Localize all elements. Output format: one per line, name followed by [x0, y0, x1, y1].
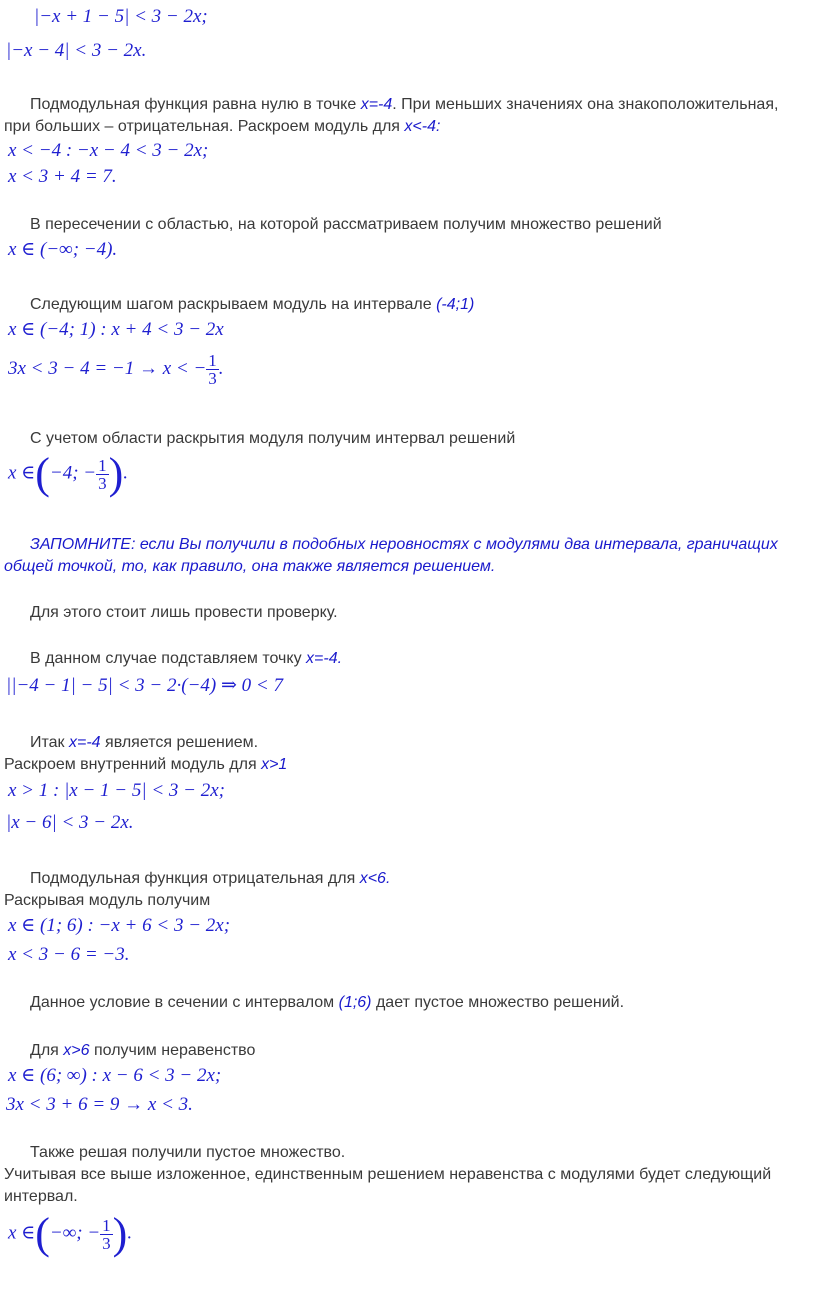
paragraph-11 [4, 992, 804, 1014]
formula-text: −∞; − [49, 1222, 101, 1244]
formula-7 [8, 352, 224, 387]
highlight: x<6. [359, 870, 391, 887]
formula-14: x ∈ (6; ∞) : x − 6 < 3 − 2x; [8, 1065, 222, 1086]
text: Для [30, 1042, 64, 1059]
paragraph-8 [4, 754, 804, 776]
formula-text: −4; − [49, 462, 97, 484]
paragraph-10: Раскрывая модуль получим [4, 892, 211, 909]
formula-11: |x − 6| < 3 − 2x. [6, 812, 134, 833]
formula-6: x ∈ (−4; 1) : x + 4 < 3 − 2x [8, 319, 224, 340]
denominator: 3 [102, 1233, 111, 1253]
formula-16 [8, 1209, 133, 1258]
paragraph-13: Также решая получили пустое множество. [30, 1144, 346, 1161]
paragraph-3 [4, 294, 804, 316]
formula-1: |−x + 1 − 5| < 3 − 2x; [34, 6, 208, 27]
numerator: 1 [208, 351, 217, 370]
paragraph-2: В пересечении с областью, на которой рассматриваем получим множество решений [30, 216, 662, 233]
text: Следующим шагом раскрываем модуль на интервале [30, 296, 437, 313]
numerator: 1 [102, 1215, 111, 1235]
formula-5: x ∈ (−∞; −4). [8, 239, 118, 260]
paragraph-4: С учетом области раскрытия модуля получим интервал решений [30, 430, 516, 447]
text: Раскроем внутренний модуль для [4, 756, 262, 773]
formula-9: ||−4 − 1| − 5| < 3 − 2·(−4) ⇒ 0 < 7 [6, 675, 283, 696]
numerator: 1 [98, 455, 107, 475]
highlight: x=-4 [69, 734, 101, 751]
formula-text: x ∈ [8, 462, 36, 484]
text: Данное условие в сечении с интервалом [30, 994, 339, 1011]
formula-13: x < 3 − 6 = −3. [8, 944, 130, 965]
fraction [96, 457, 109, 492]
note-remember: ЗАПОМНИТЕ: если Вы получили в подобных неровностях с модулями два интервала, граничащих общей точкой, то, как правило, она также является решением. [4, 536, 778, 575]
text: Итак [30, 734, 69, 751]
highlight: x>1 [261, 756, 288, 773]
text: . При меньших значениях она знакоположительная, при больших – отрицательная. Раскроем модуль для [4, 96, 779, 135]
highlight: (-4;1) [436, 296, 475, 313]
paragraph-1 [4, 94, 804, 138]
right-paren: ) [108, 449, 124, 498]
formula-8 [8, 449, 129, 498]
paragraph-12 [4, 1040, 804, 1062]
text: получим неравенство [89, 1042, 256, 1059]
denominator: 3 [98, 473, 107, 493]
formula-text: . [127, 1222, 133, 1244]
formula-15: 3x < 3 + 6 = 9 → x < 3. [6, 1094, 193, 1115]
formula-10: x > 1 : |x − 1 − 5| < 3 − 2x; [8, 780, 226, 801]
text: Подмодульная функция отрицательная для [30, 870, 360, 887]
paragraph-6 [4, 648, 804, 670]
formula-text: . [123, 462, 129, 484]
highlight: x=-4. [306, 650, 343, 667]
text: В данном случае подставляем точку [30, 650, 307, 667]
highlight: x<-4: [404, 118, 441, 135]
fraction [100, 1217, 113, 1252]
text: Подмодульная функция равна нулю в точке [30, 96, 361, 113]
formula-text: . [218, 357, 224, 379]
formula-12: x ∈ (1; 6) : −x + 6 < 3 − 2x; [8, 915, 231, 936]
denominator: 3 [208, 369, 217, 388]
left-paren: ( [35, 449, 50, 498]
formula-text: 3x < 3 − 4 = −1 → x < − [8, 357, 207, 379]
formula-2: |−x − 4| < 3 − 2x. [6, 40, 147, 61]
formula-3: x < −4 : −x − 4 < 3 − 2x; [8, 140, 209, 161]
text: является решением. [100, 734, 259, 751]
fraction [206, 352, 219, 387]
right-paren: ) [112, 1209, 128, 1258]
paragraph-9 [4, 868, 804, 890]
highlight: x>6 [63, 1042, 90, 1059]
paragraph-5: Для этого стоит лишь провести проверку. [30, 604, 338, 621]
formula-4: x < 3 + 4 = 7. [8, 166, 117, 187]
text: дает пустое множество решений. [371, 994, 625, 1011]
paragraph-14: Учитывая все выше изложенное, единственным решением неравенства с модулями будет следующий интервал. [4, 1166, 772, 1205]
paragraph-7 [4, 732, 804, 754]
highlight: (1;6) [338, 994, 372, 1011]
left-paren: ( [35, 1209, 50, 1258]
highlight: x=-4 [360, 96, 393, 113]
formula-text: x ∈ [8, 1222, 36, 1244]
